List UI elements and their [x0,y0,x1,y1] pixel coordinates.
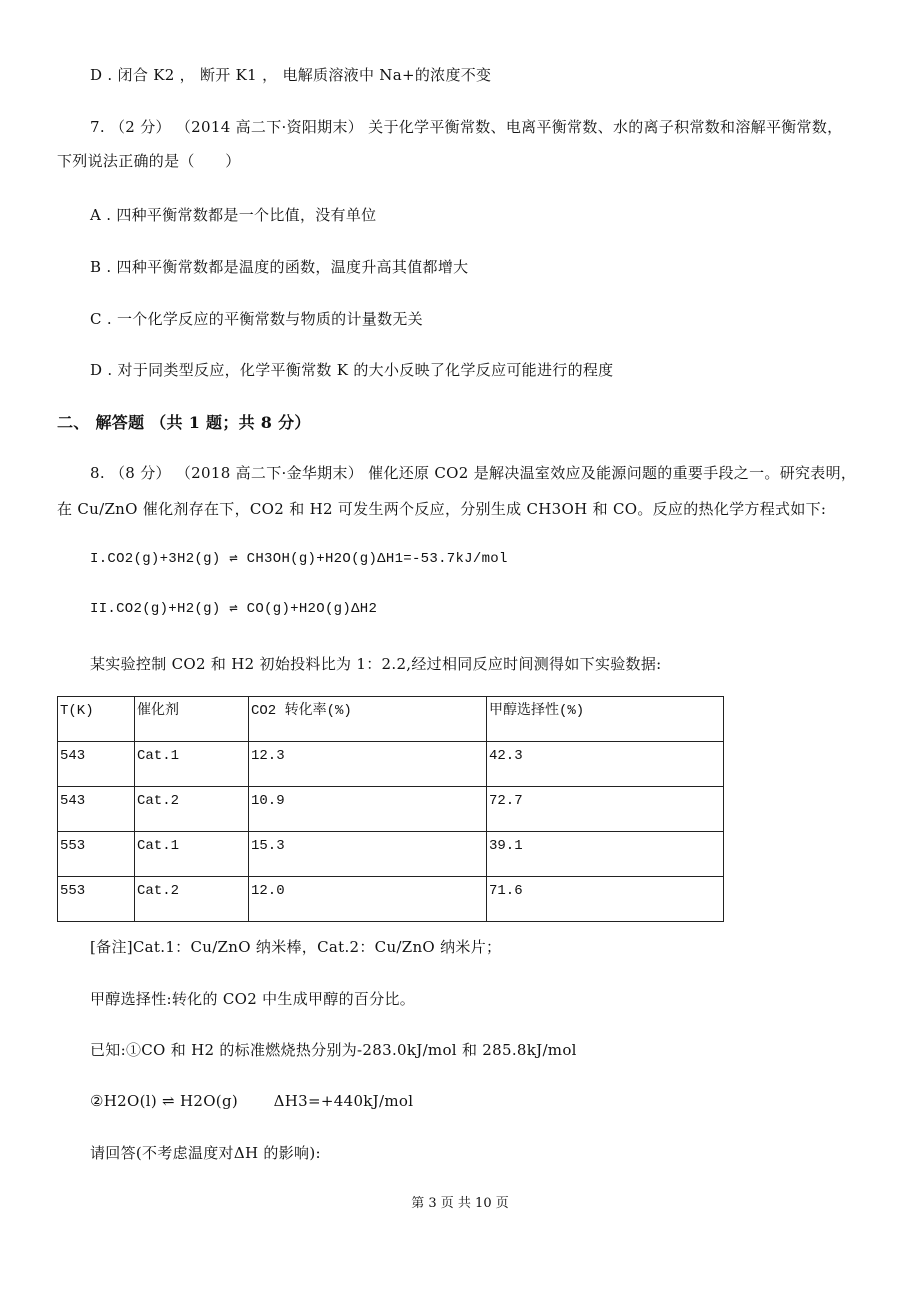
table-cell: Cat.1 [135,742,249,787]
table-cell: 71.6 [487,877,724,922]
data-table [57,696,724,922]
table-note: [备注]Cat.1：Cu/ZnO 纳米棒，Cat.2：Cu/ZnO 纳米片； [90,938,502,956]
q7-option-b: B . 四种平衡常数都是温度的函数，温度升高其值都增大 [90,258,469,276]
table-cell: 12.3 [249,742,487,787]
q7-option-d: D . 对于同类型反应，化学平衡常数 K 的大小反映了化学反应可能进行的程度 [90,361,614,379]
table-cell: 553 [58,877,135,922]
table-cell: 553 [58,832,135,877]
answer-request: 请回答(不考虑温度对ΔH 的影响): [90,1144,321,1162]
table-cell: Cat.1 [135,832,249,877]
known-data-1: 已知:①CO 和 H2 的标准燃烧热分别为-283.0kJ/mol 和 285.8kJ/mol [90,1041,577,1059]
q7-option-a: A . 四种平衡常数都是一个比值，没有单位 [90,206,377,224]
known-data-2: ②H2O(l) ⇌ H2O(g) ΔH3=+440kJ/mol [90,1092,414,1110]
experiment-intro: 某实验控制 CO2 和 H2 初始投料比为 1：2.2,经过相同反应时间测得如下实验数据: [90,655,662,673]
table-header-cell: CO2 转化率(%) [249,697,487,742]
table-row [58,832,724,877]
q7-stem-line2: 下列说法正确的是（ ） [57,152,241,170]
table-header-row [58,697,724,742]
q7-stem-line1: 7. （2 分） （2014 高二下·资阳期末） 关于化学平衡常数、电离平衡常数、水的离子积常数和溶解平衡常数， [90,118,843,136]
q8-stem-line2: 在 Cu/ZnO 催化剂存在下，CO2 和 H2 可发生两个反应，分别生成 CH3OH 和 CO。反应的热化学方程式如下: [57,500,827,518]
table-cell: 12.0 [249,877,487,922]
table-cell: 39.1 [487,832,724,877]
table-cell: 543 [58,742,135,787]
q7-option-c: C . 一个化学反应的平衡常数与物质的计量数无关 [90,310,423,328]
table-cell: Cat.2 [135,877,249,922]
table-row [58,877,724,922]
q6-option-d: D . 闭合 K2 ， 断开 K1 ， 电解质溶液中 Na+的浓度不变 [90,66,492,84]
table-cell: 15.3 [249,832,487,877]
reaction-1: I.CO2(g)+3H2(g) ⇌ CH3OH(g)+H2O(g)ΔH1=-53.7kJ/mol [90,551,508,567]
page-footer: 第 3 页 共 10 页 [411,1196,509,1211]
table-cell: 42.3 [487,742,724,787]
table-header-cell: 催化剂 [135,697,249,742]
table-cell: 10.9 [249,787,487,832]
table-row [58,742,724,787]
table-header-cell: 甲醇选择性(%) [487,697,724,742]
section-heading: 二、 解答题 （共 1 题；共 8 分） [57,413,311,432]
table-row [58,787,724,832]
table-header-cell: T(K) [58,697,135,742]
table-cell: Cat.2 [135,787,249,832]
table-cell: 72.7 [487,787,724,832]
selectivity-definition: 甲醇选择性:转化的 CO2 中生成甲醇的百分比。 [90,990,416,1008]
reaction-2: II.CO2(g)+H2(g) ⇌ CO(g)+H2O(g)ΔH2 [90,601,378,617]
q8-stem-line1: 8. （8 分） （2018 高二下·金华期末） 催化还原 CO2 是解决温室效应及能源问题的重要手段之一。研究表明， [90,464,857,482]
table-cell: 543 [58,787,135,832]
